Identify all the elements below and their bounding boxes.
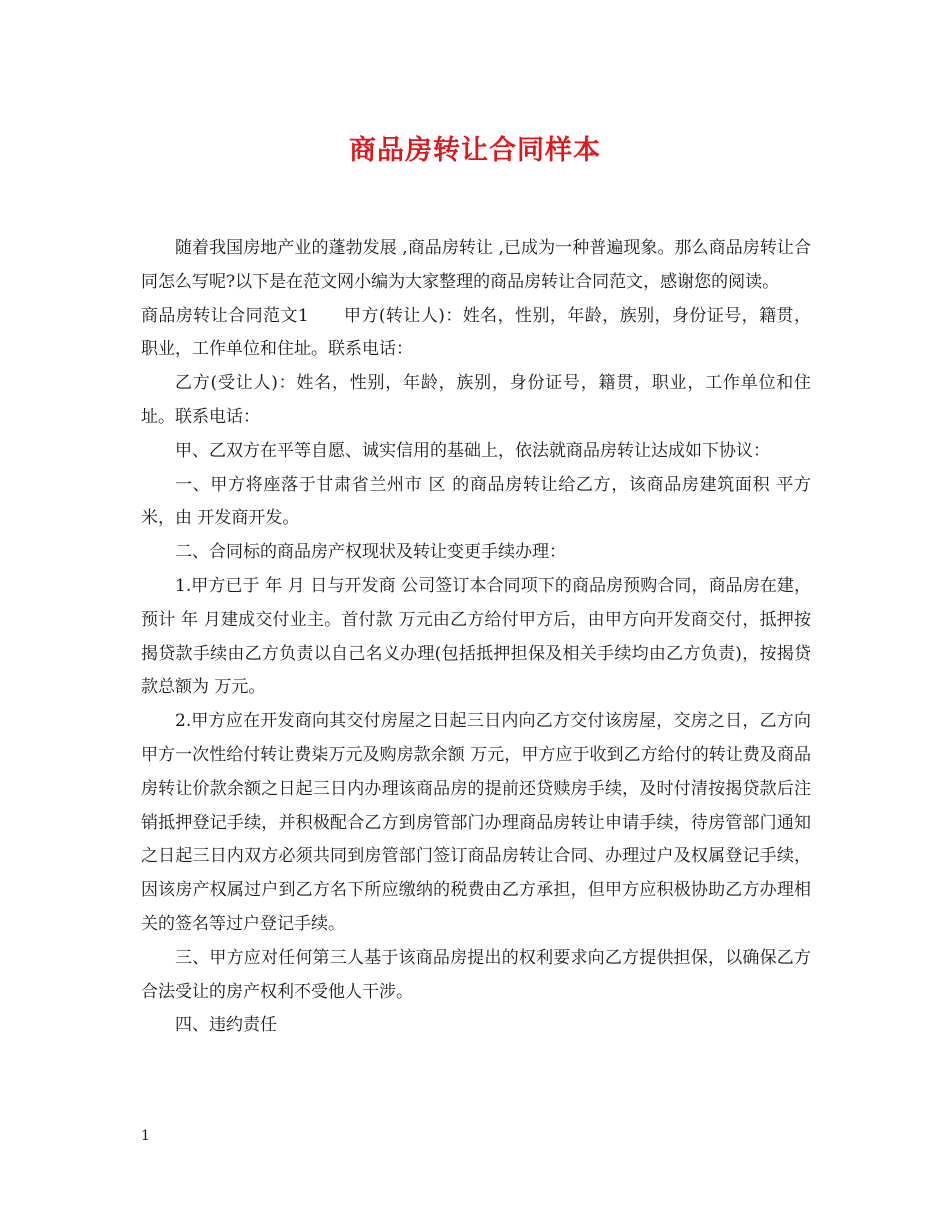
- paragraph-agreement: 甲、乙双方在平等自愿、诚实信用的基础上，依法就商品房转让达成如下协议：: [175, 440, 770, 461]
- paragraph-party-a: 商品房转让合同范文1 甲方(转让人)：姓名，性别，年龄，族别，身份证号，籍贯，职业，工作单位和住址。联系电话：: [141, 305, 811, 360]
- paragraph-clause-3: 三、甲方应对任何第三人基于该商品房提出的权利要求向乙方提供担保，以确保乙方合法受让的房产权利不受他人干涉。: [141, 947, 811, 1002]
- paragraph-clause-2: 二、合同标的商品房产权现状及转让变更手续办理：: [175, 542, 566, 563]
- document-title: 商品房转让合同样本: [349, 135, 601, 166]
- paragraph-clause-2-item-2: 2.甲方应在开发商向其交付房屋之日起三日内向乙方交付该房屋，交房之日，乙方向甲方一次性给付转让费柒万元及购房款余额 万元，甲方应于收到乙方给付的转让费及商品房转让价款余额之日起三日内办理该商品房的提前还贷赎房手续，及时付清按揭贷款后注销抵押登记手续，并积极配合乙方到房管部门办理商品房转让申请手续，待房管部门通知之日起三日内双方必须共同到房管部门签订商品房转让合同、办理过户及权属登记手续，因该房产权属过户到乙方名下所应缴纳的税费由乙方承担，但甲方应积极协助乙方办理相关的签名等过户登记手续。: [141, 711, 811, 934]
- paragraph-clause-1: 一、甲方将座落于甘肃省兰州市 区 的商品房转让给乙方，该商品房建筑面积 平方米，由 开发商开发。: [141, 474, 811, 529]
- paragraph-clause-4-heading: 四、违约责任: [175, 1015, 277, 1036]
- paragraph-clause-2-item-1: 1.甲方已于 年 月 日与开发商 公司签订本合同项下的商品房预购合同，商品房在建，预计 年 月建成交付业主。首付款 万元由乙方给付甲方后，由甲方向开发商交付，抵押按揭贷款手续由乙方负责以自己名义办理(包括抵押担保及相关手续均由乙方负责)，按揭贷款总额为 万元。: [141, 575, 811, 698]
- paragraph-intro: 随着我国房地产业的蓬勃发展 ,商品房转让 ,已成为一种普遍现象。那么商品房转让合同怎么写呢?以下是在范文网小编为大家整理的商品房转让合同范文，感谢您的阅读。: [141, 238, 811, 292]
- document-body: [141, 232, 811, 1043]
- paragraph-party-b: 乙方(受让人)：姓名，性别，年龄，族别，身份证号，籍贯，职业，工作单位和住址。联系电话：: [141, 373, 811, 427]
- page-number: 1: [141, 1128, 150, 1144]
